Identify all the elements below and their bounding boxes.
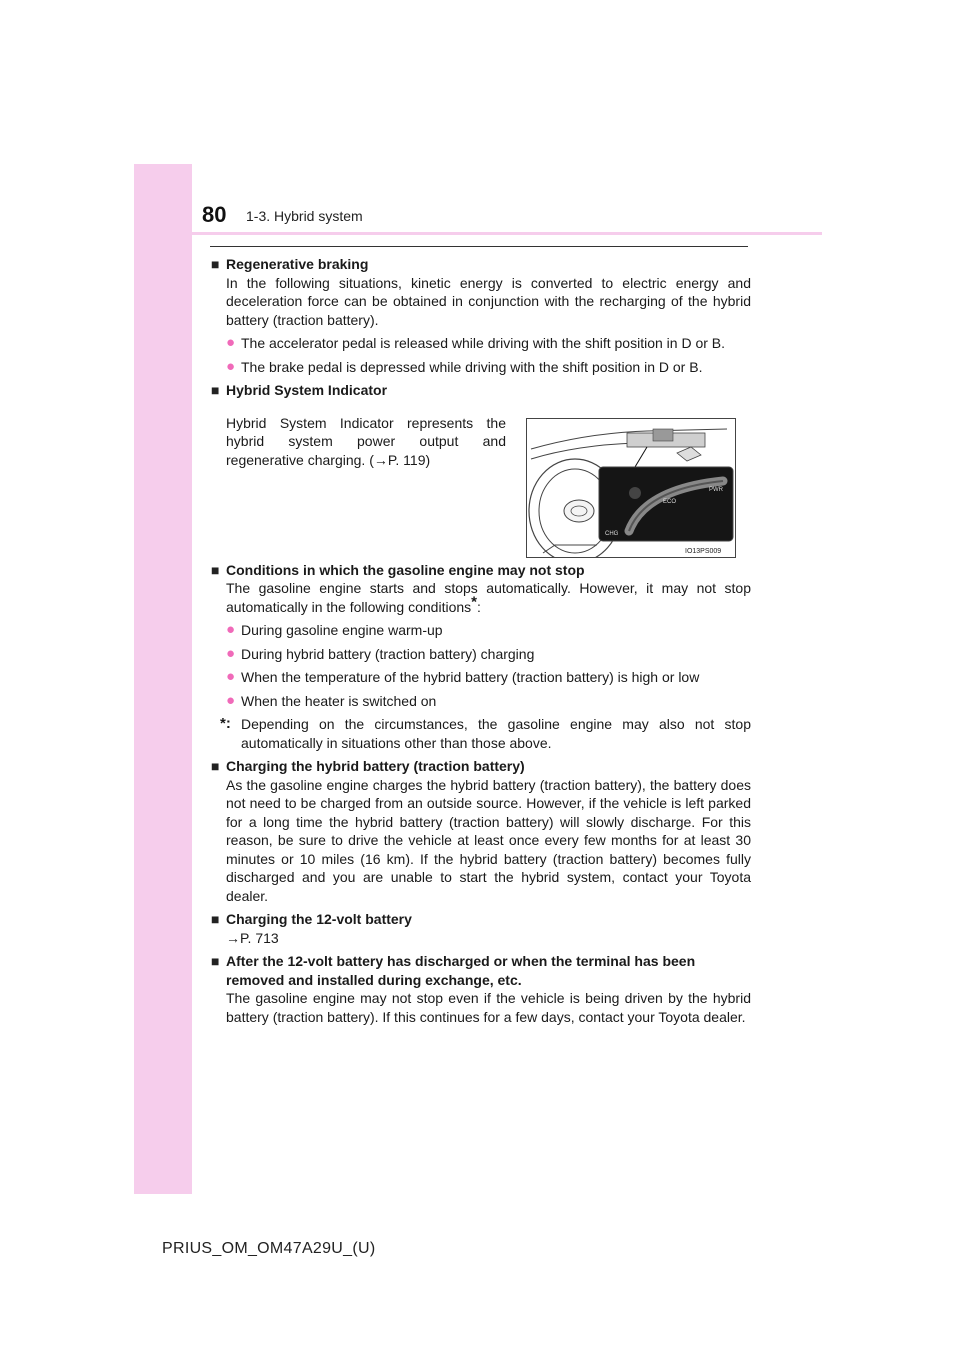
paragraph <box>226 579 751 616</box>
list-item <box>226 668 751 687</box>
list-item-text: When the heater is switched on <box>241 692 437 709</box>
dashboard-illustration <box>526 418 736 558</box>
heading-charging-12v <box>211 910 751 929</box>
bullet-icon: ● <box>226 621 236 638</box>
section-title: 1-3. Hybrid system <box>246 208 363 224</box>
list-item <box>226 692 751 711</box>
footnote <box>220 715 751 752</box>
paragraph-text: The gasoline engine starts and stops automatically. However, it may not stop automatically in the following conditions <box>226 580 751 615</box>
side-band <box>134 164 192 1194</box>
pwr-label: PWR <box>709 486 723 493</box>
list-item-text: During hybrid battery (traction battery) charging <box>241 645 535 662</box>
footnote-label: *: <box>220 715 231 732</box>
header-rule <box>192 232 822 235</box>
square-marker: ■ <box>211 256 220 272</box>
list-item <box>226 334 751 353</box>
list-item-text: The brake pedal is depressed while driving with the shift position in D or B. <box>241 358 703 375</box>
square-marker: ■ <box>211 953 220 969</box>
bullet-icon: ● <box>226 644 236 662</box>
eco-label: ECO <box>663 498 677 505</box>
heading-regenerative-braking <box>211 255 751 274</box>
list-item-text: The accelerator pedal is released while driving with the shift position in D or B. <box>241 335 726 351</box>
list-item <box>226 645 751 664</box>
content-rule <box>210 246 748 247</box>
paragraph-colon: : <box>476 598 481 615</box>
footnote-marker: * <box>471 592 477 610</box>
bullet-icon: ● <box>226 691 236 709</box>
page-content <box>211 255 751 1026</box>
list-item-text: When the temperature of the hybrid battery (traction battery) is high or low <box>241 669 700 685</box>
heading-text: Charging the hybrid battery (traction battery) <box>226 758 525 774</box>
paragraph: Hybrid System Indicator represents the hybrid system power output and regenerative charging. (→P. 119) <box>226 414 506 468</box>
page-reference-link[interactable]: →P. 713 <box>226 929 279 946</box>
chg-label: CHG <box>605 530 619 537</box>
square-marker: ■ <box>211 911 220 927</box>
document-code: PRIUS_OM_OM47A29U_(U) <box>162 1240 376 1257</box>
bullet-icon: ● <box>226 668 236 685</box>
heading-text: Charging the 12-volt battery <box>226 911 412 927</box>
figure-code: IO13PS009 <box>685 547 722 555</box>
heading-after-discharge <box>211 952 751 989</box>
page-number: 80 <box>202 202 227 227</box>
square-marker: ■ <box>211 758 220 774</box>
dashboard-icon <box>527 419 735 557</box>
heading-text: Conditions in which the gasoline engine may not stop <box>226 561 585 578</box>
square-marker: ■ <box>211 561 220 578</box>
list-item-text: During gasoline engine warm-up <box>241 622 443 638</box>
square-marker: ■ <box>211 382 220 398</box>
heading-text: Hybrid System Indicator <box>226 382 388 398</box>
heading-charging-hybrid-battery <box>211 757 751 776</box>
paragraph: As the gasoline engine charges the hybrid battery (traction battery), the battery does not need to be charged from an outside source. However, if the vehicle is left parked for a long time the hybrid battery (traction battery) will slowly discharge. For this reason, be sure to drive the vehicle at least once every few months for at least 30 minutes or 10 miles (16 km). If the hybrid battery (traction battery) becomes fully discharged and you are unable to start the hybrid system, contact your Toyota dealer. <box>226 776 751 904</box>
list-item <box>226 358 751 377</box>
bullet-icon: ● <box>226 357 236 375</box>
indicator-section <box>211 400 751 556</box>
paragraph: The gasoline engine may not stop even if the vehicle is being driven by the hybrid battery (traction battery). If this continues for a few days, contact your Toyota dealer. <box>226 990 751 1025</box>
heading-text: Regenerative braking <box>226 256 369 272</box>
paragraph: In the following situations, kinetic energy is converted to electric energy and deceleration force can be obtained in conjunction with the recharging of the hybrid battery (traction battery). <box>226 274 751 328</box>
list-item <box>226 621 751 640</box>
heading-conditions <box>211 561 751 580</box>
heading-hybrid-system-indicator <box>211 381 751 400</box>
heading-text: After the 12-volt battery has discharged or when the terminal has been removed and installed during exchange, etc. <box>226 953 696 988</box>
bullet-icon: ● <box>226 334 236 351</box>
footnote-text: Depending on the circumstances, the gasoline engine may also not stop automatically in situations other than those above. <box>241 716 751 751</box>
